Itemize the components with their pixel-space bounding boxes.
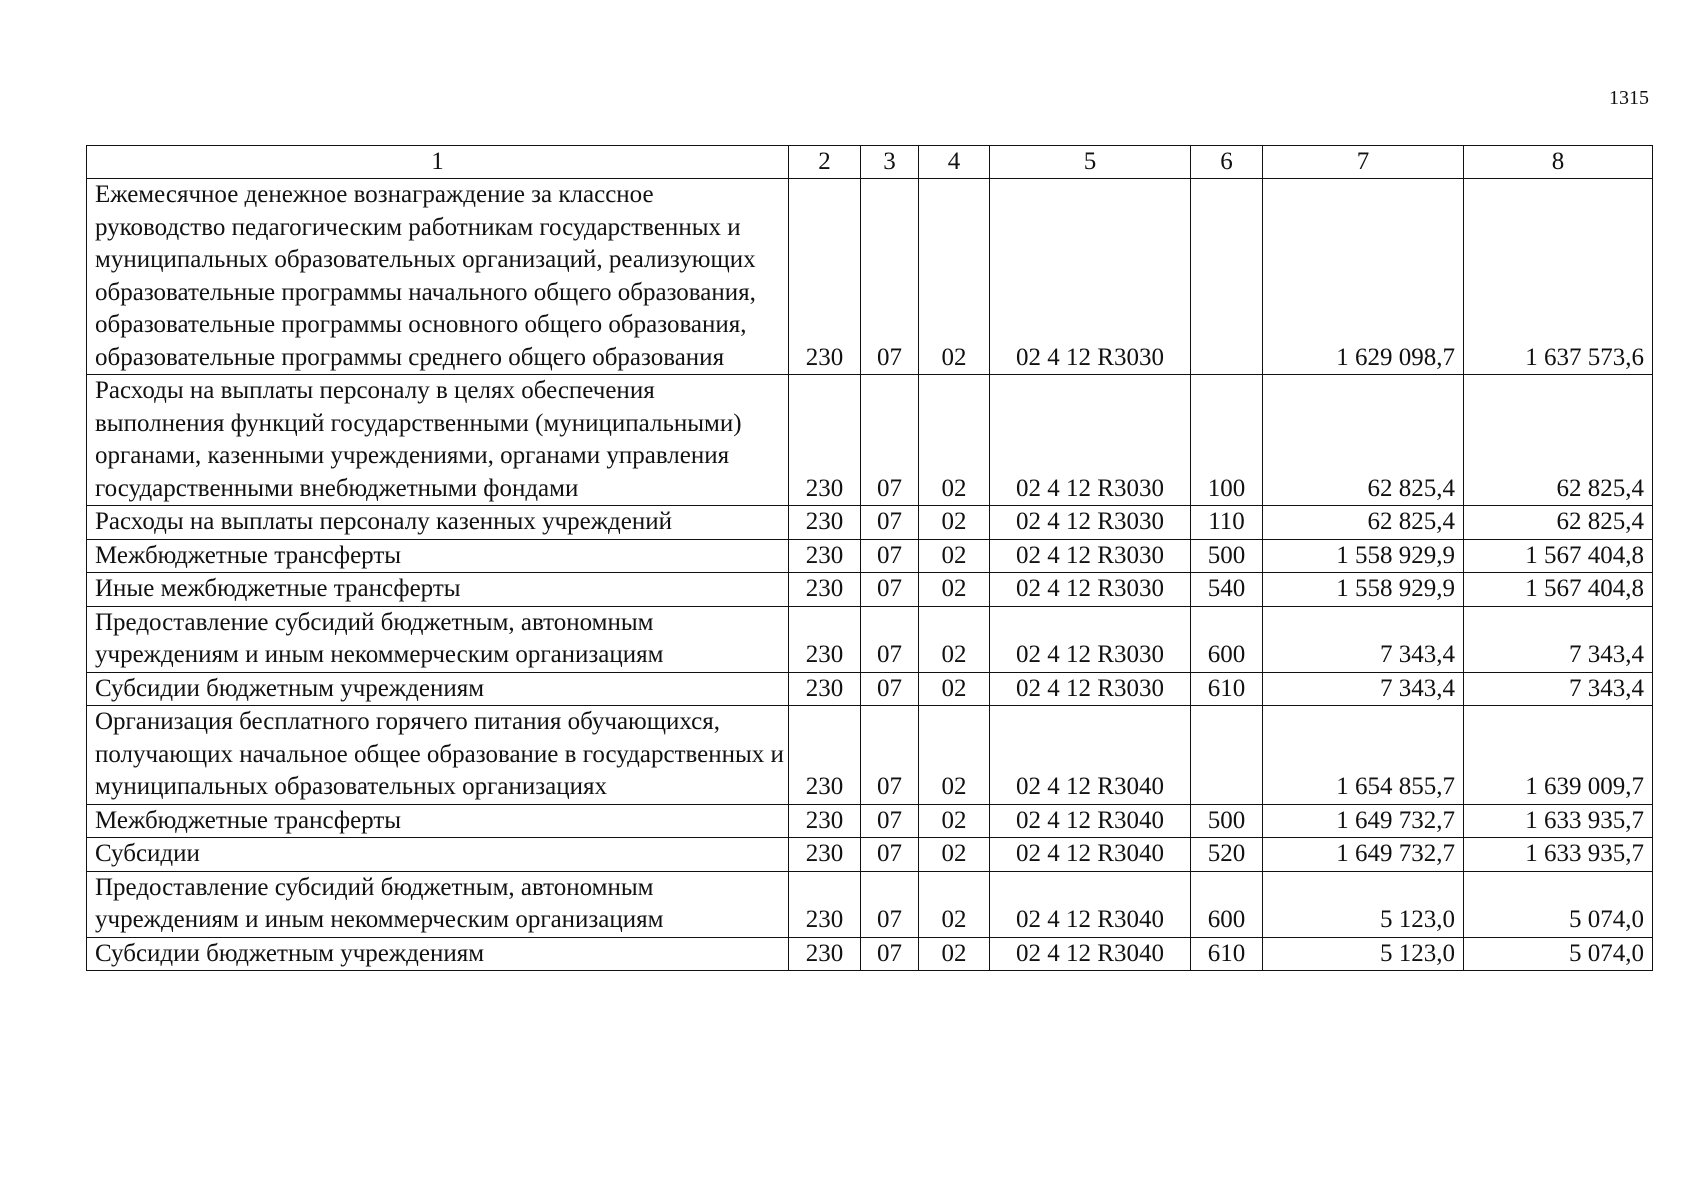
cell-target-article: 02 4 12 R3040 bbox=[990, 871, 1191, 937]
cell-amount-col8: 62 825,4 bbox=[1464, 506, 1653, 540]
page-number: 1315 bbox=[1609, 87, 1649, 109]
cell-section: 07 bbox=[861, 375, 919, 506]
row-description: Организация бесплатного горячего питания обучающихся, получающих начальное общее образование в государственных и муниципальных образовательных организациях bbox=[87, 706, 789, 805]
cell-subsection: 02 bbox=[919, 179, 990, 375]
cell-expense-type: 110 bbox=[1191, 506, 1263, 540]
table-row bbox=[87, 838, 1653, 872]
cell-subsection: 02 bbox=[919, 937, 990, 971]
cell-admin-code: 230 bbox=[789, 706, 861, 805]
table-row bbox=[87, 375, 1653, 506]
row-description: Субсидии bbox=[87, 838, 789, 872]
cell-expense-type: 520 bbox=[1191, 838, 1263, 872]
cell-amount-col7: 5 123,0 bbox=[1263, 871, 1464, 937]
cell-amount-col8: 5 074,0 bbox=[1464, 937, 1653, 971]
cell-expense-type: 540 bbox=[1191, 573, 1263, 607]
row-description: Межбюджетные трансферты bbox=[87, 539, 789, 573]
cell-amount-col7: 7 343,4 bbox=[1263, 672, 1464, 706]
cell-amount-col8: 7 343,4 bbox=[1464, 606, 1653, 672]
row-description: Расходы на выплаты персоналу в целях обеспечения выполнения функций государственными (муниципальными) органами, казенными учреждениями, органами управления государственными внебюджетными фондами bbox=[87, 375, 789, 506]
cell-amount-col8: 7 343,4 bbox=[1464, 672, 1653, 706]
row-description: Иные межбюджетные трансферты bbox=[87, 573, 789, 607]
cell-amount-col7: 1 558 929,9 bbox=[1263, 573, 1464, 607]
cell-target-article: 02 4 12 R3040 bbox=[990, 937, 1191, 971]
table-row bbox=[87, 573, 1653, 607]
cell-subsection: 02 bbox=[919, 804, 990, 838]
cell-amount-col7: 1 649 732,7 bbox=[1263, 804, 1464, 838]
cell-section: 07 bbox=[861, 539, 919, 573]
column-header-4: 4 bbox=[919, 146, 990, 179]
cell-amount-col7: 1 649 732,7 bbox=[1263, 838, 1464, 872]
cell-admin-code: 230 bbox=[789, 804, 861, 838]
cell-expense-type: 500 bbox=[1191, 804, 1263, 838]
cell-admin-code: 230 bbox=[789, 539, 861, 573]
cell-section: 07 bbox=[861, 672, 919, 706]
cell-subsection: 02 bbox=[919, 606, 990, 672]
cell-section: 07 bbox=[861, 573, 919, 607]
budget-table bbox=[86, 145, 1653, 971]
cell-subsection: 02 bbox=[919, 539, 990, 573]
cell-section: 07 bbox=[861, 838, 919, 872]
cell-target-article: 02 4 12 R3030 bbox=[990, 506, 1191, 540]
cell-target-article: 02 4 12 R3030 bbox=[990, 606, 1191, 672]
cell-admin-code: 230 bbox=[789, 606, 861, 672]
cell-section: 07 bbox=[861, 871, 919, 937]
cell-section: 07 bbox=[861, 937, 919, 971]
cell-expense-type: 100 bbox=[1191, 375, 1263, 506]
cell-expense-type: 600 bbox=[1191, 871, 1263, 937]
header-row bbox=[87, 146, 1653, 179]
table-row bbox=[87, 804, 1653, 838]
cell-amount-col7: 62 825,4 bbox=[1263, 375, 1464, 506]
cell-amount-col8: 1 633 935,7 bbox=[1464, 838, 1653, 872]
cell-section: 07 bbox=[861, 606, 919, 672]
column-header-8: 8 bbox=[1464, 146, 1653, 179]
cell-target-article: 02 4 12 R3030 bbox=[990, 672, 1191, 706]
row-description: Предоставление субсидий бюджетным, автономным учреждениям и иным некоммерческим организациям bbox=[87, 871, 789, 937]
row-description: Расходы на выплаты персоналу казенных учреждений bbox=[87, 506, 789, 540]
cell-admin-code: 230 bbox=[789, 937, 861, 971]
row-description: Межбюджетные трансферты bbox=[87, 804, 789, 838]
row-description: Предоставление субсидий бюджетным, автономным учреждениям и иным некоммерческим организациям bbox=[87, 606, 789, 672]
cell-amount-col7: 5 123,0 bbox=[1263, 937, 1464, 971]
cell-amount-col7: 1 558 929,9 bbox=[1263, 539, 1464, 573]
cell-target-article: 02 4 12 R3030 bbox=[990, 179, 1191, 375]
cell-subsection: 02 bbox=[919, 506, 990, 540]
table-row bbox=[87, 506, 1653, 540]
table-row bbox=[87, 871, 1653, 937]
cell-amount-col8: 1 567 404,8 bbox=[1464, 539, 1653, 573]
column-header-7: 7 bbox=[1263, 146, 1464, 179]
cell-amount-col8: 1 639 009,7 bbox=[1464, 706, 1653, 805]
cell-section: 07 bbox=[861, 706, 919, 805]
cell-admin-code: 230 bbox=[789, 179, 861, 375]
cell-amount-col7: 1 654 855,7 bbox=[1263, 706, 1464, 805]
cell-amount-col8: 1 567 404,8 bbox=[1464, 573, 1653, 607]
cell-expense-type: 610 bbox=[1191, 937, 1263, 971]
cell-subsection: 02 bbox=[919, 838, 990, 872]
row-description: Ежемесячное денежное вознаграждение за классное руководство педагогическим работникам государственных и муниципальных образовательных организаций, реализующих образовательные программы начального общего образования, образовательные программы основного общего образования, образовательные программы среднего общего образования bbox=[87, 179, 789, 375]
cell-amount-col7: 62 825,4 bbox=[1263, 506, 1464, 540]
column-header-3: 3 bbox=[861, 146, 919, 179]
cell-amount-col7: 7 343,4 bbox=[1263, 606, 1464, 672]
cell-amount-col7: 1 629 098,7 bbox=[1263, 179, 1464, 375]
cell-admin-code: 230 bbox=[789, 375, 861, 506]
cell-section: 07 bbox=[861, 506, 919, 540]
cell-target-article: 02 4 12 R3030 bbox=[990, 573, 1191, 607]
cell-target-article: 02 4 12 R3040 bbox=[990, 838, 1191, 872]
cell-amount-col8: 5 074,0 bbox=[1464, 871, 1653, 937]
table-row bbox=[87, 179, 1653, 375]
cell-amount-col8: 1 633 935,7 bbox=[1464, 804, 1653, 838]
column-header-5: 5 bbox=[990, 146, 1191, 179]
table-row bbox=[87, 672, 1653, 706]
cell-admin-code: 230 bbox=[789, 573, 861, 607]
cell-target-article: 02 4 12 R3030 bbox=[990, 375, 1191, 506]
cell-admin-code: 230 bbox=[789, 871, 861, 937]
row-description: Субсидии бюджетным учреждениям bbox=[87, 672, 789, 706]
cell-amount-col8: 1 637 573,6 bbox=[1464, 179, 1653, 375]
cell-subsection: 02 bbox=[919, 375, 990, 506]
table-row bbox=[87, 606, 1653, 672]
table-row bbox=[87, 706, 1653, 805]
column-header-2: 2 bbox=[789, 146, 861, 179]
cell-section: 07 bbox=[861, 804, 919, 838]
cell-target-article: 02 4 12 R3030 bbox=[990, 539, 1191, 573]
cell-admin-code: 230 bbox=[789, 838, 861, 872]
cell-section: 07 bbox=[861, 179, 919, 375]
cell-admin-code: 230 bbox=[789, 506, 861, 540]
table-row bbox=[87, 539, 1653, 573]
table-row bbox=[87, 937, 1653, 971]
cell-admin-code: 230 bbox=[789, 672, 861, 706]
cell-subsection: 02 bbox=[919, 573, 990, 607]
cell-subsection: 02 bbox=[919, 706, 990, 805]
cell-expense-type bbox=[1191, 179, 1263, 375]
cell-expense-type: 500 bbox=[1191, 539, 1263, 573]
cell-expense-type: 600 bbox=[1191, 606, 1263, 672]
cell-amount-col8: 62 825,4 bbox=[1464, 375, 1653, 506]
column-header-6: 6 bbox=[1191, 146, 1263, 179]
cell-target-article: 02 4 12 R3040 bbox=[990, 804, 1191, 838]
cell-expense-type: 610 bbox=[1191, 672, 1263, 706]
cell-target-article: 02 4 12 R3040 bbox=[990, 706, 1191, 805]
row-description: Субсидии бюджетным учреждениям bbox=[87, 937, 789, 971]
cell-subsection: 02 bbox=[919, 672, 990, 706]
cell-expense-type bbox=[1191, 706, 1263, 805]
column-header-1: 1 bbox=[87, 146, 789, 179]
cell-subsection: 02 bbox=[919, 871, 990, 937]
